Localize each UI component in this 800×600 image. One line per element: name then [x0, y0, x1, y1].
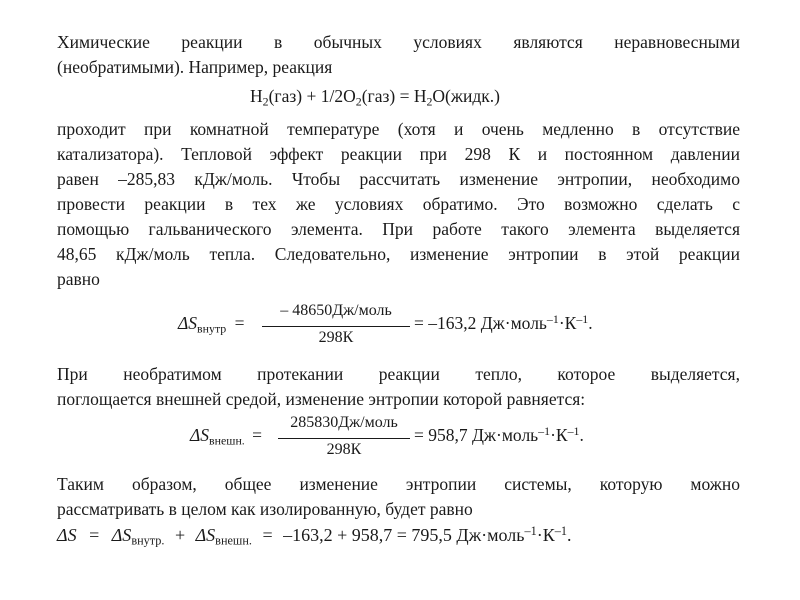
fraction-denominator: 298К [326, 441, 362, 458]
subscript: внутр. [131, 533, 165, 548]
text-line: поглощается внешней средой, изменение энтропии которой равняется: [57, 389, 586, 409]
fraction-numerator: 285830Дж/моль [290, 414, 398, 431]
period: . [588, 313, 593, 333]
subscript: внешн. [215, 533, 252, 548]
equation-total-entropy [57, 525, 571, 546]
unit-k: ·К [550, 425, 568, 445]
equals-sign: = [262, 525, 273, 545]
text-line: равен –285,83 кДж/моль. Чтобы рассчитать изменение энтропии, необходимо [57, 169, 740, 189]
reaction-equation [250, 86, 500, 107]
delta-s-symbol: ΔS [195, 525, 216, 545]
period: . [566, 525, 572, 545]
equals-sign: = [89, 525, 100, 545]
text-line: При необратимом протекании реакции тепло, которое выделяется, [57, 364, 740, 384]
fraction-numerator: – 48650Дж/моль [280, 302, 392, 319]
equation-result: = –163,2 Дж·моль [414, 313, 547, 333]
subscript: внутр [197, 321, 227, 336]
paragraph-explanation [57, 117, 740, 292]
text-line: провести реакции в тех же условиях обратимо. Это возможно сделать с [57, 194, 740, 214]
equals-sign: = [252, 425, 263, 445]
text-line: рассматривать в целом как изолированную, будет равно [57, 499, 473, 519]
equation-result: –163,2 + 958,7 = 795,5 Дж·моль [283, 525, 525, 545]
superscript: –1 [554, 523, 567, 538]
superscript: –1 [524, 523, 537, 538]
text-line: катализатора). Тепловой эффект реакции при 298 К и постоянном давлении [57, 144, 740, 164]
superscript: –1 [567, 424, 580, 439]
delta-s-symbol: ΔS [178, 313, 198, 333]
fraction-bar [278, 438, 410, 439]
paragraph-irreversible [57, 362, 740, 412]
subscript: 2 [355, 94, 362, 109]
fraction-bar [262, 326, 410, 327]
superscript: –1 [538, 424, 551, 439]
delta-s-symbol: ΔS [111, 525, 132, 545]
delta-s-symbol: ΔS [57, 525, 77, 545]
delta-s-symbol: ΔS [190, 425, 210, 445]
text-line: Таким образом, общее изменение энтропии системы, которую можно [57, 474, 740, 494]
text-line: Химические реакции в обычных условиях являются неравновесными [57, 32, 740, 52]
reaction-part: (газ) = H [361, 86, 427, 106]
reaction-part: H [250, 86, 263, 106]
text-line: 48,65 кДж/моль тепла. Следовательно, изменение энтропии в этой реакции [57, 244, 740, 264]
text-line: помощью гальванического элемента. При работе такого элемента выделяется [57, 219, 740, 239]
fraction-denominator: 298К [318, 329, 354, 346]
reaction-part: (газ) + 1/2O [268, 86, 356, 106]
plus-sign: + [174, 525, 186, 545]
paragraph-intro [57, 30, 740, 80]
subscript: внешн. [209, 433, 245, 448]
equation-result: = 958,7 Дж·моль [414, 425, 539, 445]
reaction-part: O(жидк.) [432, 86, 500, 106]
text-line: равно [57, 269, 100, 289]
superscript: –1 [546, 312, 559, 327]
period: . [579, 425, 584, 445]
subscript: 2 [426, 94, 433, 109]
text-line: проходит при комнатной температуре (хотя и очень медленно в отсутствие [57, 119, 740, 139]
text-line: (необратимыми). Например, реакция [57, 57, 333, 77]
unit-k: ·К [536, 525, 555, 545]
superscript: –1 [576, 312, 589, 327]
unit-k: ·К [558, 313, 577, 333]
paragraph-total [57, 472, 740, 522]
subscript: 2 [262, 94, 269, 109]
equals-sign: = [234, 313, 245, 333]
